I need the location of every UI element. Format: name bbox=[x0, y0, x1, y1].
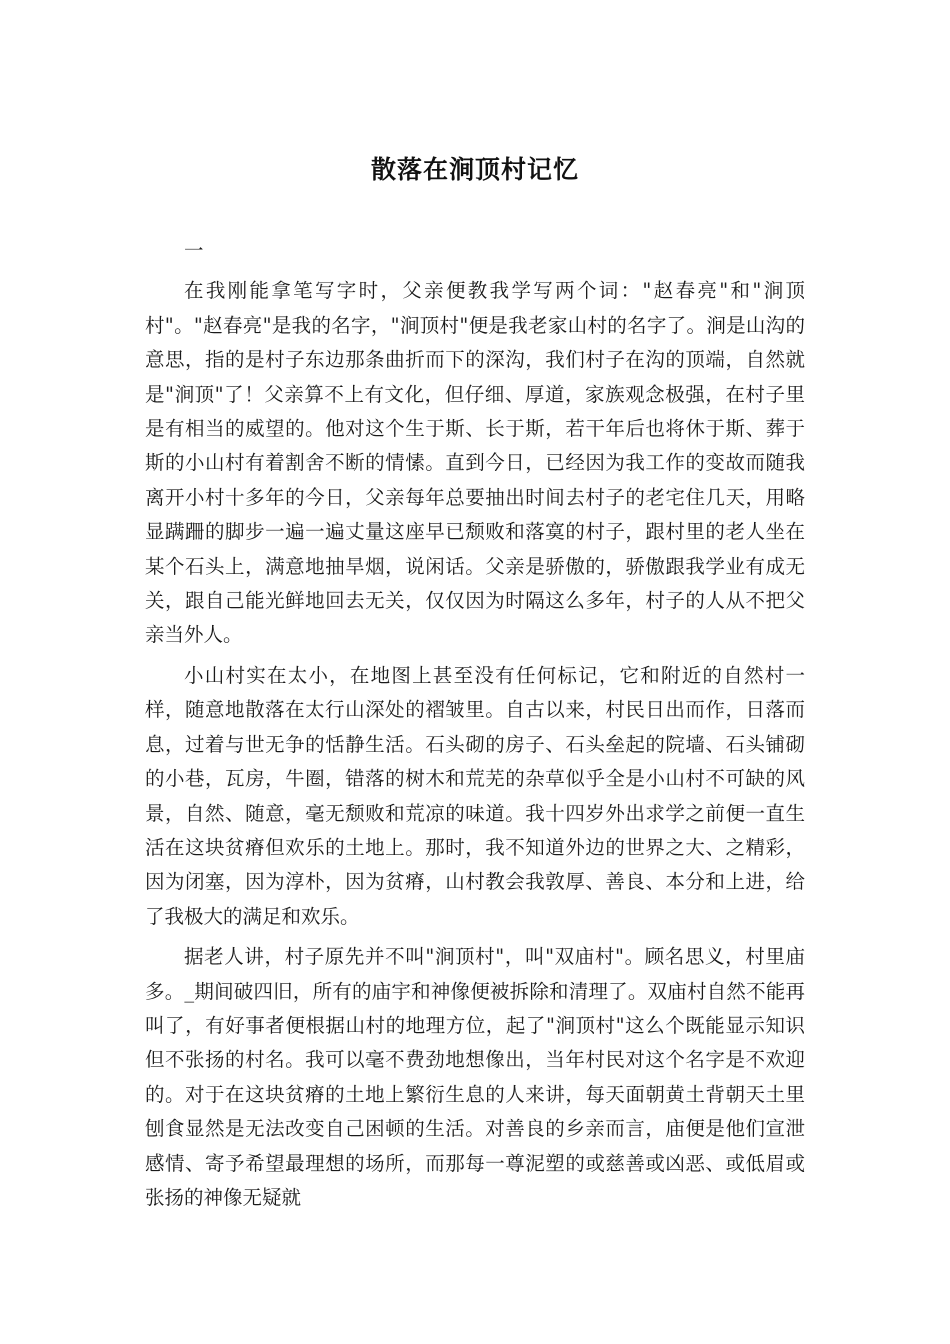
paragraph-1: 在我刚能拿笔写字时，父亲便教我学写两个词："赵春亮"和"涧顶村"。"赵春亮"是我的名字，"涧顶村"便是我老家山村的名字了。涧是山沟的意思，指的是村子东边那条曲折而下的深沟，我们村子在沟的顶端，自然就是"涧顶"了！父亲算不上有文化，但仔细、厚道，家族观念极强，在村子里是有相当的威望的。他对这个生于斯、长于斯，若干年后也将休于斯、葬于斯的小山村有着割舍不断的情愫。直到今日，已经因为我工作的变故而随我离开小村十多年的今日，父亲每年总要抽出时间去村子的老宅住几天，用略显蹒跚的脚步一遍一遍丈量这座早已颓败和落寞的村子，跟村里的老人坐在某个石头上，满意地抽旱烟，说闲话。父亲是骄傲的，骄傲跟我学业有成无关，跟自己能光鲜地回去无关，仅仅因为时隔这么多年，村子的人从不把父亲当外人。 bbox=[145, 279, 805, 647]
section-marker: 一 bbox=[184, 239, 204, 262]
document-title: 散落在涧顶村记忆 bbox=[370, 155, 579, 184]
document-body bbox=[145, 234, 805, 1221]
paragraph-2: 小山村实在太小，在地图上甚至没有任何标记，它和附近的自然村一样，随意地散落在太行山深处的褶皱里。自古以来，村民日出而作，日落而息，过着与世无争的恬静生活。石头砌的房子、石头垒起的院墙、石头铺砌的小巷，瓦房，牛圈，错落的树木和荒芜的杂草似乎全是小山村不可缺的风景，自然、随意，毫无颓败和荒凉的味道。我十四岁外出求学之前便一直生活在这块贫瘠但欢乐的土地上。那时，我不知道外边的世界之大、之精彩，因为闭塞，因为淳朴，因为贫瘠，山村教会我敦厚、善良、本分和上进，给了我极大的满足和欢乐。 bbox=[145, 663, 805, 928]
paragraph-3: 据老人讲，村子原先并不叫"涧顶村"，叫"双庙村"。顾名思义，村里庙多。_期间破四旧，所有的庙宇和神像便被拆除和清理了。双庙村自然不能再叫了，有好事者便根据山村的地理方位，起了"涧顶村"这么个既能显示知识但不张扬的村名。我可以毫不费劲地想像出，当年村民对这个名字是不欢迎的。对于在这块贫瘠的土地上繁衍生息的人来讲，每天面朝黄土背朝天土里刨食显然是无法改变自己困顿的生活。对善良的乡亲而言，庙便是他们宣泄感情、寄予希望最理想的场所，而那每一尊泥塑的或慈善或凶恶、或低眉或张扬的神像无疑就 bbox=[145, 945, 805, 1209]
